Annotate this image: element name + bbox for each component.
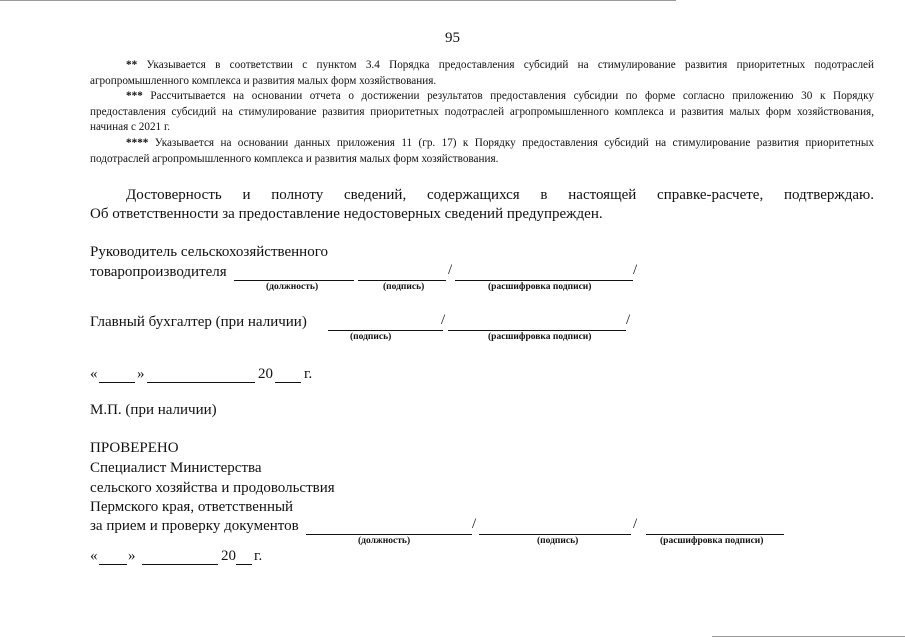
head-signature-caption: (подпись) — [383, 282, 425, 292]
verified-position-line[interactable] — [306, 534, 472, 535]
footnote-3-text: Рассчитывается на основании отчета о достижении результатов предоставления субсидии по форме согласно приложению 30 к Порядку предоставления субсидий на стимулирование развития приоритетных подотраслей агропромышленного комплекса и развития малых форм хозяйствования, начиная с 2021 г. — [90, 90, 874, 133]
verified-position-caption: (должность) — [358, 536, 411, 546]
date1-close-quote: » — [137, 366, 145, 382]
stamp-label: М.П. (при наличии) — [90, 402, 217, 418]
head-decoding-line[interactable] — [455, 280, 633, 281]
date1-open-quote: « — [90, 366, 98, 382]
date1-year-line[interactable] — [275, 382, 301, 383]
head-label-line-2: товаропроизводителя — [90, 264, 227, 280]
head-signature-line[interactable] — [358, 280, 446, 281]
accountant-label: Главный бухгалтер (при наличии) — [90, 314, 307, 330]
date1-month-line[interactable] — [147, 382, 255, 383]
bottom-edge-line — [712, 636, 905, 637]
footnote-4 — [90, 136, 874, 167]
date1-year-prefix: 20 — [258, 366, 273, 382]
footnote-2-marker: ** — [126, 59, 138, 71]
footnote-4-marker: **** — [126, 137, 149, 149]
footnote-2-text: Указывается в соответствии с пунктом 3.4 Порядка предоставления субсидий на стимулирование развития приоритетных подотраслей агропромышленного комплекса и развития малых форм хозяйствования. — [90, 59, 874, 87]
footnote-2 — [90, 58, 874, 89]
date1-day-line[interactable] — [99, 382, 135, 383]
head-slash-1: / — [448, 262, 453, 278]
accountant-slash-2: / — [626, 312, 631, 328]
footnote-4-text: Указывается на основании данных приложения 11 (гр. 17) к Порядку предоставления субсидий на стимулирование развития приоритетных подотраслей агропромышленного комплекса и развития малых форм хозяйствования. — [90, 137, 874, 165]
verified-decoding-caption: (расшифровка подписи) — [660, 536, 764, 546]
accountant-signature-caption: (подпись) — [350, 332, 392, 342]
verified-decoding-line[interactable] — [646, 534, 784, 535]
verified-signature-line[interactable] — [479, 534, 631, 535]
date2-month-line[interactable] — [142, 564, 218, 565]
verified-signature-caption: (подпись) — [537, 536, 579, 546]
accountant-decoding-caption: (расшифровка подписи) — [488, 332, 592, 342]
confirmation-line-2: Об ответственности за предоставление недостоверных сведений предупрежден. — [90, 206, 603, 222]
head-position-caption: (должность) — [266, 282, 319, 292]
verified-slash-2: / — [633, 516, 638, 532]
date2-year-line[interactable] — [236, 564, 252, 565]
date2-year-suffix: г. — [254, 548, 263, 564]
confirmation-line-1: Достоверность и полноту сведений, содержащихся в настоящей справке-расчете, подтверждаю. — [126, 187, 874, 203]
verified-line-1: Специалист Министерства — [90, 460, 262, 476]
verified-line-4: за прием и проверку документов — [90, 518, 299, 534]
verified-slash-1: / — [472, 516, 477, 532]
accountant-slash-1: / — [441, 312, 446, 328]
verified-line-2: сельского хозяйства и продовольствия — [90, 480, 335, 496]
page-number: 95 — [445, 30, 460, 46]
date1-year-suffix: г. — [304, 366, 313, 382]
head-decoding-caption: (расшифровка подписи) — [488, 282, 592, 292]
accountant-decoding-line[interactable] — [448, 330, 626, 331]
date2-day-line[interactable] — [99, 564, 127, 565]
accountant-signature-line[interactable] — [328, 330, 443, 331]
footnote-3 — [90, 89, 874, 136]
date2-open-quote: « — [90, 548, 98, 564]
date2-close-quote: » — [128, 548, 136, 564]
head-label-line-1: Руководитель сельскохозяйственного — [90, 244, 328, 260]
verified-line-3: Пермского края, ответственный — [90, 499, 294, 515]
head-slash-2: / — [633, 262, 638, 278]
verified-heading: ПРОВЕРЕНО — [90, 440, 179, 456]
date2-year-prefix: 20 — [221, 548, 236, 564]
head-position-line[interactable] — [234, 280, 354, 281]
footnote-3-marker: *** — [126, 90, 143, 102]
top-edge-line — [0, 0, 676, 1]
